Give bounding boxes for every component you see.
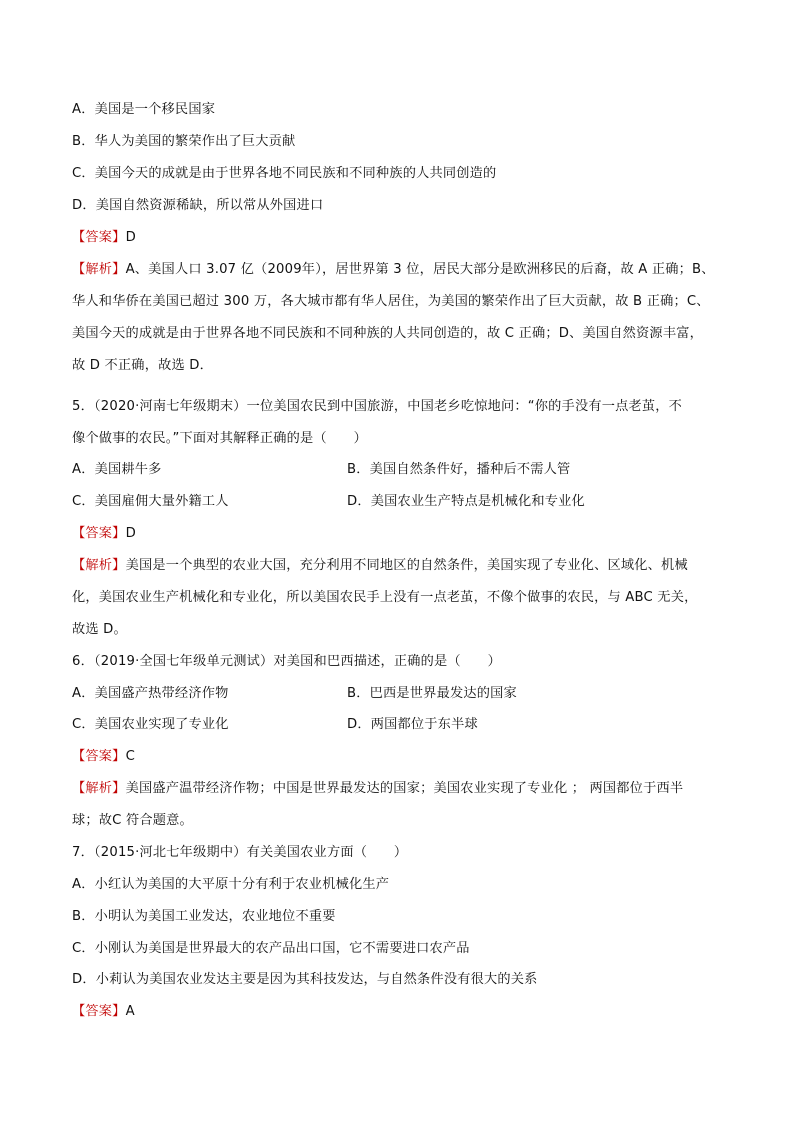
q7-option-b: B．小明认为美国工业发达，农业地位不重要 — [72, 909, 336, 924]
q6-analysis-line-1: 【解析】美国盛产温带经济作物；中国是世界最发达的国家；美国农业实现了专业化 ； 两国都位于西半 — [72, 781, 684, 796]
q4-analysis-line-2: 华人和华侨在美国已超过 300 万，各大城市都有华人居住，为美国的繁荣作出了巨大贡献，故 B 正确；C、 — [72, 294, 710, 309]
q6-stem: 6．（2019·全国七年级单元测试）对美国和巴西描述，正确的是（ ） — [72, 654, 501, 669]
q5-analysis-line-3: 故选 D。 — [72, 622, 127, 637]
q4-answer — [72, 228, 136, 248]
q7-answer — [72, 1002, 135, 1022]
answer-value: D — [125, 526, 136, 541]
answer-tag: 【答案】 — [72, 230, 126, 245]
answer-tag: 【答案】 — [72, 1004, 126, 1019]
q6-analysis-line-2: 球；故C 符合题意。 — [72, 813, 193, 828]
q4-analysis-line-3: 美国今天的成就是由于世界各地不同民族和不同种族的人共同创造的，故 C 正确；D、美国自然资源丰富， — [72, 326, 703, 341]
q4-option-b: B．华人为美国的繁荣作出了巨大贡献 — [72, 134, 296, 149]
q5-option-d: D．美国农业生产特点是机械化和专业化 — [347, 494, 585, 509]
answer-value: A — [125, 1004, 135, 1019]
answer-value: C — [125, 749, 135, 764]
q7-option-d: D．小莉认为美国农业发达主要是因为其科技发达，与自然条件没有很大的关系 — [72, 972, 538, 987]
q5-option-a: A．美国耕牛多 — [72, 462, 162, 477]
q5-answer — [72, 524, 136, 544]
q5-analysis-line-2: 化，美国农业生产机械化和专业化，所以美国农民手上没有一点老茧，不像个做事的农民，与 ABC 无关， — [72, 590, 698, 605]
q4-analysis-line-1: 【解析】A、美国人口 3.07 亿（2009年），居世界第 3 位，居民大部分是欧洲移民的后裔，故 A 正确；B、 — [72, 262, 715, 277]
q6-option-a: A．美国盛产热带经济作物 — [72, 686, 229, 701]
q5-stem-line-2: 像个做事的农民。”下面对其解释正确的是（ ） — [72, 431, 367, 446]
answer-value: D — [125, 230, 136, 245]
q5-option-b: B．美国自然条件好，播种后不需人管 — [347, 462, 571, 477]
q5-stem-line-1: 5．（2020·河南七年级期末）一位美国农民到中国旅游，中国老乡吃惊地问：“你的手没有一点老茧，不 — [72, 399, 683, 414]
q7-stem: 7．（2015·河北七年级期中）有关美国农业方面（ ） — [72, 845, 408, 860]
analysis-tag: 【解析】 — [72, 262, 126, 277]
q6-option-c: C．美国农业实现了专业化 — [72, 717, 229, 732]
q5-analysis-line-1: 【解析】美国是一个典型的农业大国，充分利用不同地区的自然条件，美国实现了专业化、区域化、机械 — [72, 558, 688, 573]
q6-answer — [72, 747, 135, 767]
q4-option-a: A．美国是一个移民国家 — [72, 102, 216, 117]
answer-tag: 【答案】 — [72, 526, 126, 541]
q5-option-c: C．美国雇佣大量外籍工人 — [72, 494, 229, 509]
answer-tag: 【答案】 — [72, 749, 126, 764]
q4-option-d: D．美国自然资源稀缺，所以常从外国进口 — [72, 198, 324, 213]
q4-option-c: C．美国今天的成就是由于世界各地不同民族和不同种族的人共同创造的 — [72, 166, 497, 181]
q4-analysis-line-4: 故 D 不正确，故选 D． — [72, 358, 213, 373]
q7-option-a: A．小红认为美国的大平原十分有利于农业机械化生产 — [72, 877, 390, 892]
analysis-tag: 【解析】 — [72, 781, 126, 796]
q6-option-b: B．巴西是世界最发达的国家 — [347, 686, 517, 701]
q7-option-c: C．小刚认为美国是世界最大的农产品出口国，它不需要进口农产品 — [72, 941, 470, 956]
q6-option-d: D．两国都位于东半球 — [347, 717, 478, 732]
analysis-tag: 【解析】 — [72, 558, 126, 573]
